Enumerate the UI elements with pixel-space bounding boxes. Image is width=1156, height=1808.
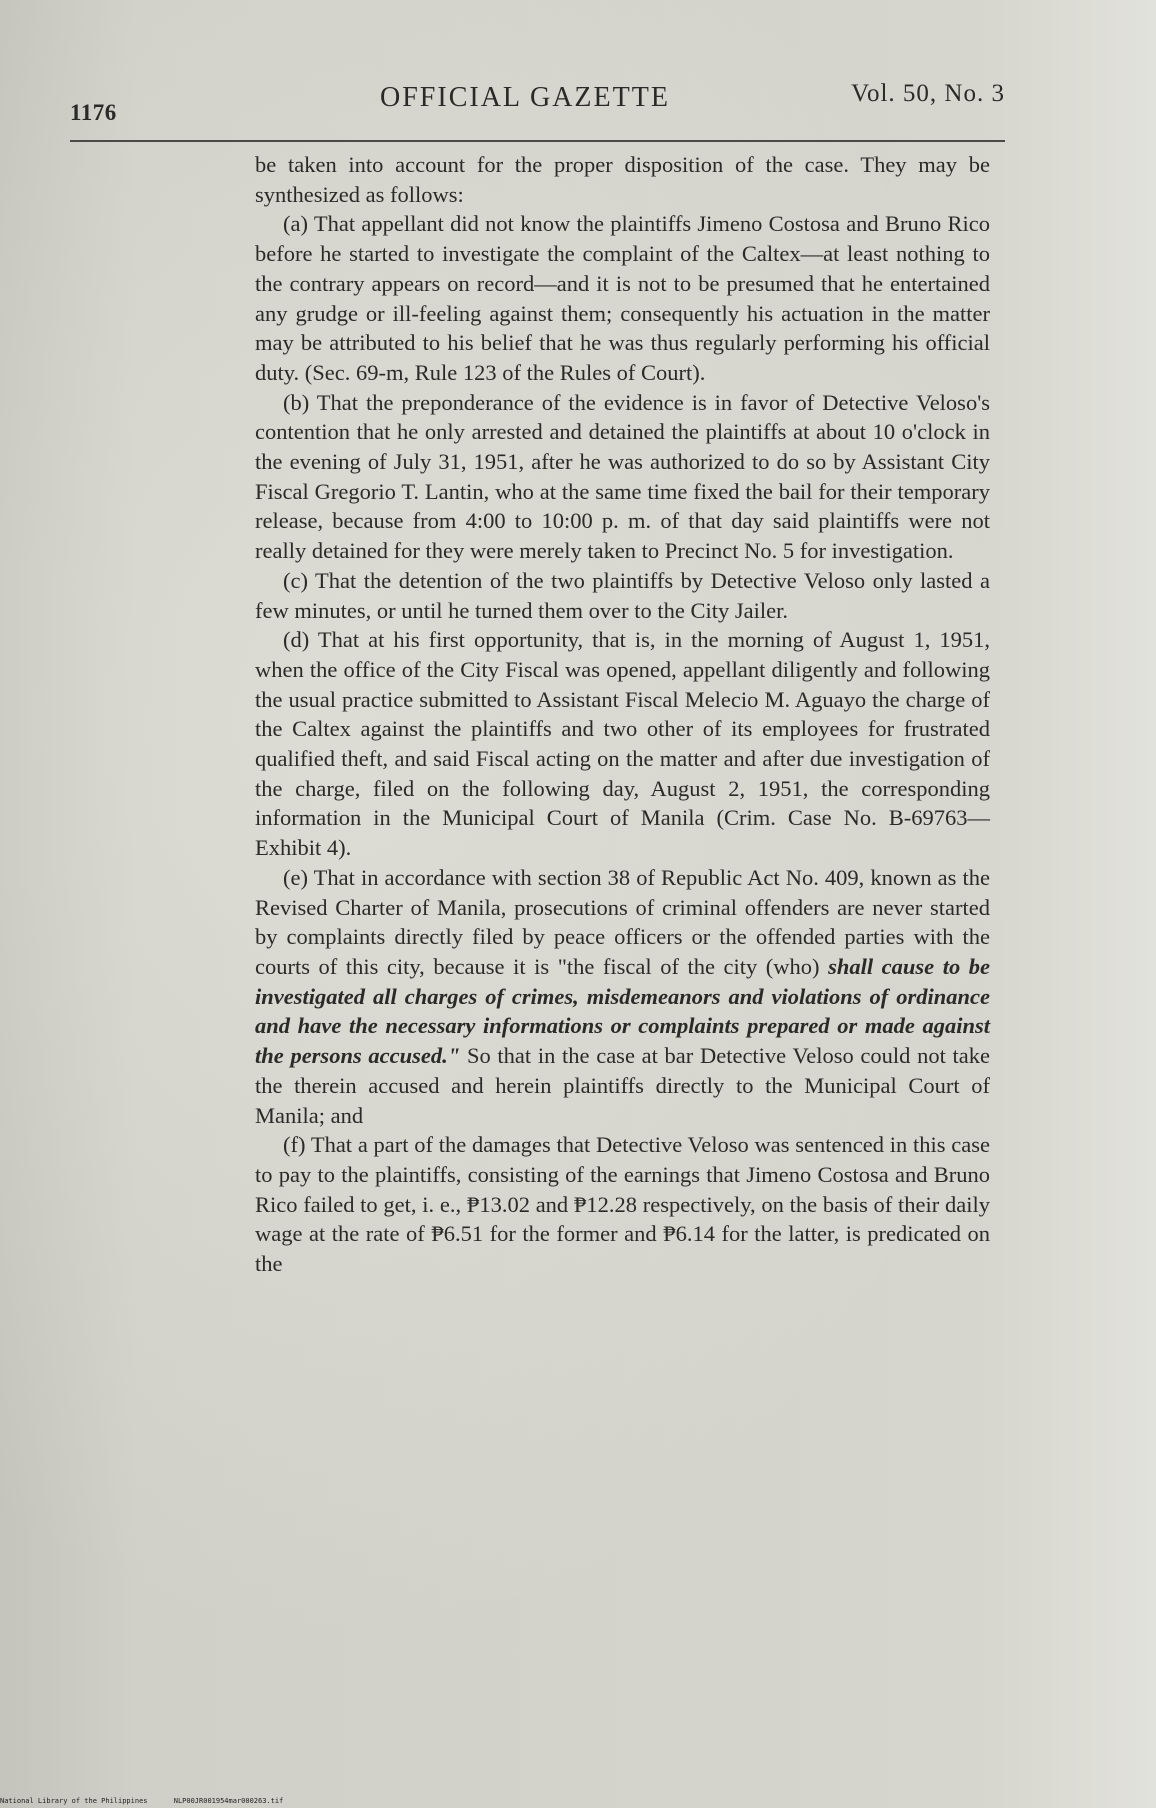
document-body: [255, 150, 990, 1279]
paragraph-intro: be taken into account for the proper disposition of the case. They may be synthesized as follows:: [255, 152, 990, 207]
paragraph-e-text: (e) That in accordance with section 38 of Republic Act No. 409, known as the Revised Charter of Manila, prosecutions of criminal offenders are never started by complaints directly filed by peace officers or the offended parties with the courts of this city, because it is "the fiscal of the city (who): [255, 864, 990, 979]
paragraph-d: (d) That at his first opportunity, that is, in the morning of August 1, 1951, when the office of the City Fiscal was opened, appellant diligently and following the usual practice submitted to Assistant Fiscal Melecio M. Aguayo the charge of the Caltex against the plaintiffs and two other of its employees for frustrated qualified theft, and said Fiscal acting on the matter and after due investigation of the charge, filed on the following day, August 2, 1951, the corresponding information in the Municipal Court of Manila (Crim. Case No. B-69763—Exhibit 4).: [255, 627, 990, 861]
running-title: OFFICIAL GAZETTE: [380, 82, 670, 113]
paragraph-e-conclusion: So that in the case at bar Detective Veloso could not take the therein accused and herein plaintiffs directly to the Municipal Court of Manila; and: [255, 1043, 990, 1128]
paragraph-e: [255, 863, 990, 1130]
library-credit: National Library of the Philippines: [0, 1797, 148, 1805]
paragraph-b: (b) That the preponderance of the evidence is in favor of Detective Veloso's contention that he only arrested and detained the plaintiffs at about 10 o'clock in the evening of July 31, 1951, after he was authorized to do so by Assistant City Fiscal Gregorio T. Lantin, who at the same time fixed the bail for their temporary release, because from 4:00 to 10:00 p. m. of that day said plaintiffs were not really detained for they were merely taken to Precinct No. 5 for investigation.: [255, 389, 990, 564]
volume-number: Vol. 50, No. 3: [851, 80, 1005, 107]
header-rule: [70, 140, 1005, 142]
charter-quote: shall cause to be investigated all charges of crimes, misdemeanors and violations of ordinance and have the necessary informations or complaints prepared or made against the persons accused.": [255, 953, 991, 1069]
paragraph-a: (a) That appellant did not know the plaintiffs Jimeno Costosa and Bruno Rico before he started to investigate the complaint of the Caltex—at least nothing to the contrary appears on record—and it is not to be presumed that he entertained any grudge or ill-feeling against them; consequently his actuation in the matter may be attributed to his belief that he was thus regularly performing his official duty. (Sec. 69-m, Rule 123 of the Rules of Court).: [255, 211, 990, 385]
page-header: [70, 78, 1005, 140]
scan-footer: [0, 1797, 305, 1805]
page-number: 1176: [70, 100, 117, 125]
scan-file-id: NLP00JR001954mar000263.tif: [173, 1797, 284, 1805]
paragraph-c: (c) That the detention of the two plaintiffs by Detective Veloso only lasted a few minutes, or until he turned them over to the City Jailer.: [255, 567, 990, 623]
paragraph-f: (f) That a part of the damages that Detective Veloso was sentenced in this case to pay to the plaintiffs, consisting of the earnings that Jimeno Costosa and Bruno Rico failed to get, i. e., ₱13.02 and ₱12.28 respectively, on the basis of their daily wage at the rate of ₱6.51 for the former and ₱6.14 for the latter, is predicated on the: [255, 1132, 990, 1277]
